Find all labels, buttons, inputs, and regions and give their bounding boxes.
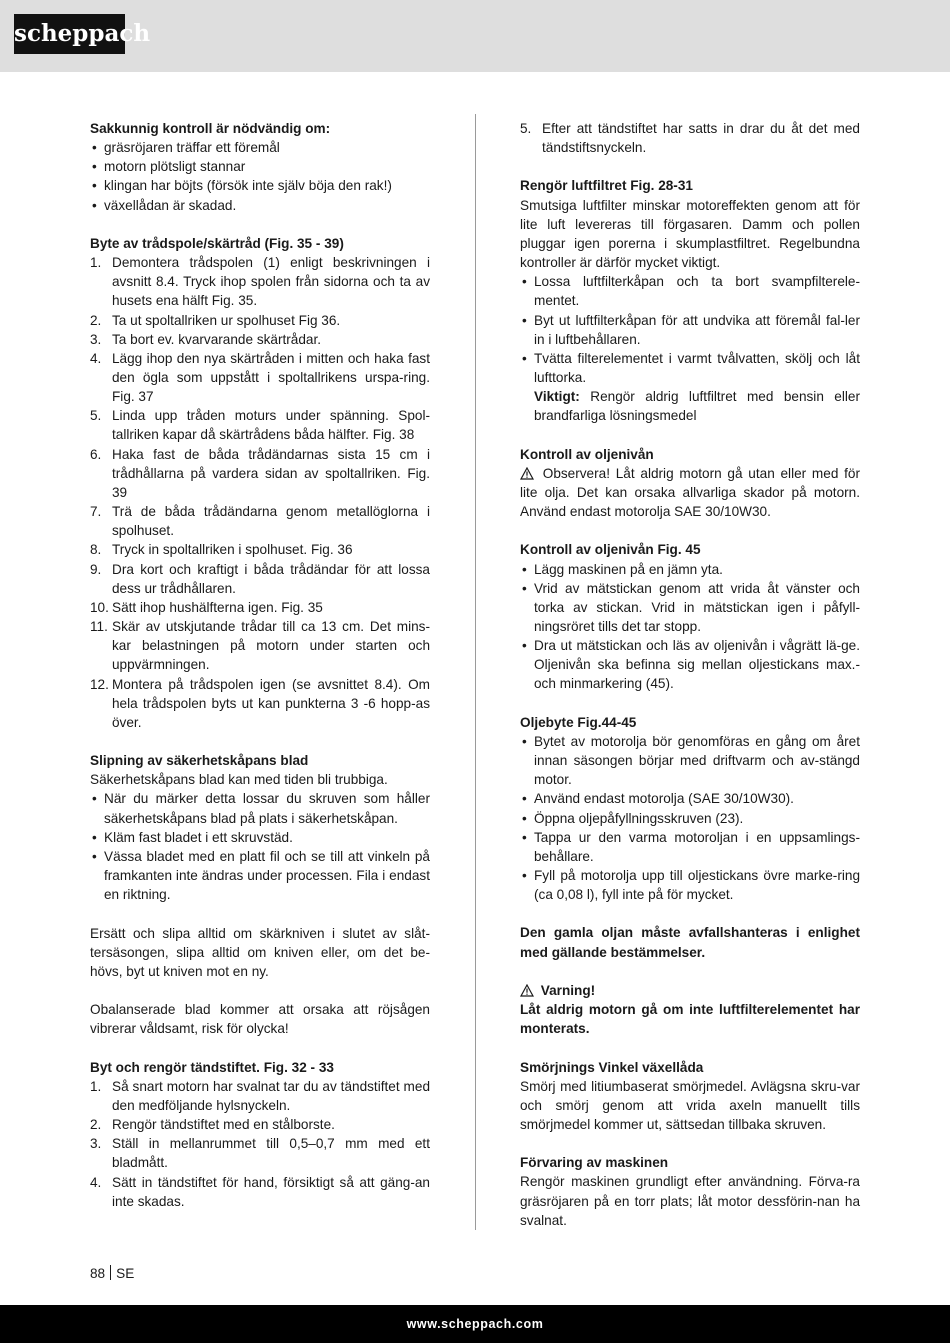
list-item: 3. Ställ in mellanrummet till 0,5–0,7 mm med ett bladmått.	[90, 1136, 430, 1171]
warning-icon	[520, 984, 534, 997]
list-item: 7. Trä de båda trådändarna genom metallöglorna i spolhuset.	[90, 504, 430, 539]
footer-url: www.scheppach.com	[406, 1317, 544, 1331]
list-item: • Dra ut mätstickan och läs av oljenivån i vågrätt lä-ge. Oljenivån ska befinna sig mellan oljestickans max.- och minmarkering (45).	[522, 638, 860, 692]
section-heading: Oljebyte Fig.44-45	[520, 714, 637, 730]
left-column	[90, 119, 430, 1211]
list-item: • klingan har böjts (försök inte själv böja den rak!)	[92, 178, 392, 194]
note: Viktigt: Rengör aldrig luftfiltret med bensin eller brandfarliga lösningsmedel	[534, 389, 860, 424]
list-item: 4. Lägg ihop den nya skärtråden i mitten och haka fast den ögla som uppstått i spoltallrikens urspa-ring. Fig. 37	[90, 350, 430, 405]
list-item: 2. Rengör tändstiftet med en stålborste.	[90, 1117, 335, 1133]
section-heading: Kontroll av oljenivån Fig. 45	[520, 542, 701, 558]
list-item: 4. Sätt in tändstiftet för hand, försiktigt så att gäng-an inte skadas.	[90, 1174, 430, 1209]
list-item: • Tvätta filterelementet i varmt tvålvatten, skölj och låt lufttorka.	[522, 350, 860, 386]
section-heading: Byt och rengör tändstiftet. Fig. 32 - 33	[90, 1059, 334, 1075]
list-item: • Kläm fast bladet i ett skruvstäd.	[92, 829, 293, 845]
paragraph: Smörj med litiumbaserat smörjmedel. Avlägsna skru-var och smörj genom att vrida axeln manuellt tills smörjmedel kommer ut, sättsedan tillbaka skruven.	[520, 1078, 860, 1133]
list-item: 3. Ta bort ev. kvarvarande skärtrådar.	[90, 331, 322, 347]
section-heading: Sakkunnig kontroll är nödvändig om:	[90, 121, 331, 136]
list-item: 11. Skär av utskjutande trådar till ca 13 cm. Det mins-kar belastningen på motorn under starten och uppvärmningen.	[90, 619, 430, 673]
disposal-notice: Den gamla oljan måste avfallshanteras i enlighet med gällande bestämmelser.	[520, 925, 860, 960]
list-item: 9. Dra kort och kraftigt i båda trådändar för att lossa dess ur trådhållaren.	[90, 561, 430, 596]
brand-logo: scheppach	[14, 14, 125, 54]
warning-title: Varning!	[520, 981, 860, 1000]
list-item: • Byt ut luftfilterkåpan för att undvika att föremål fal-ler in i luftbehållaren.	[522, 312, 860, 347]
list-item: 10. Sätt ihop hushälfterna igen. Fig. 35	[90, 599, 323, 615]
list-item: • motorn plötsligt stannar	[92, 159, 246, 175]
section-heading: Slipning av säkerhetskåpans blad	[90, 753, 309, 769]
list-item: 12. Montera på trådspolen igen (se avsnittet 8.4). Om hela trådspolen byts ut kan punkterna 3 -6 hopp-as över.	[90, 676, 430, 730]
list-item: • Tappa ur den varma motoroljan i en uppsamlings-behållare.	[522, 829, 860, 864]
list-item: • Lägg maskinen på en jämn yta.	[522, 561, 723, 577]
section-heading: Byte av trådspole/skärtråd (Fig. 35 - 39)	[90, 235, 344, 251]
list-item: • Öppna oljepåfyllningsskruven (23).	[522, 810, 744, 826]
paragraph: Säkerhetskåpans blad kan med tiden bli trubbiga.	[90, 772, 388, 788]
list-item: • När du märker detta lossar du skruven som håller säkerhetskåpans blad på plats i säkerhetskåpan.	[92, 791, 430, 826]
paragraph: Rengör maskinen grundligt efter användning. Förva-ra gräsröjaren på en torr plats; låt motor dessförin-nan ha svalnat.	[520, 1174, 860, 1228]
list-item: 1. Demontera trådspolen (1) enligt beskrivningen i avsnitt 8.4. Tryck ihop spolen från sidorna och ta av husets ena hälft Fig. 35.	[90, 255, 430, 309]
list-item: 2. Ta ut spoltallriken ur spolhuset Fig 36.	[90, 312, 341, 328]
section-heading: Förvaring av maskinen	[520, 1155, 669, 1171]
page-number: 88 SE	[90, 1266, 135, 1281]
list-item: • växellådan är skadad.	[92, 197, 237, 213]
warning-icon	[520, 467, 534, 480]
list-item: 5. Efter att tändstiftet har satts in drar du åt det med tändstiftsnyckeln.	[520, 121, 860, 156]
right-column	[520, 119, 860, 1230]
list-item: • Fyll på motorolja upp till oljestickans övre marke-ring (ca 0,08 l), fyll inte på för mycket.	[522, 868, 860, 903]
paragraph: Observera! Låt aldrig motorn gå utan eller med för lite olja. Det kan orsaka allvarliga skador på motorn. Använd endast motorolja SAE 30/10W30.	[520, 465, 860, 520]
list-item: • Använd endast motorolja (SAE 30/10W30).	[522, 791, 794, 807]
paragraph: Ersätt och slipa alltid om skärkniven i slutet av slåt-tersäsongen, slipa alltid om kniven eller, om det be-hövs, byt ut kniven mot en ny.	[90, 925, 430, 979]
list-item: • gräsröjaren träffar ett föremål	[92, 140, 280, 156]
warning-text: Låt aldrig motorn gå om inte luftfilterelementet har monterats.	[520, 1002, 860, 1037]
list-item: • Vrid av mätstickan genom att vrida åt vänster och torka av stickan. Vrid in mätstickan igen i påfyll-ningsröret tills det tar stopp.	[522, 580, 860, 635]
section-heading: Rengör luftfiltret Fig. 28-31	[520, 178, 693, 194]
list-item: 8. Tryck in spoltallriken i spolhuset. Fig. 36	[90, 542, 353, 558]
list-item: • Bytet av motorolja bör genomföras en gång om året innan säsongen börjar med driftvarm och av-stängd motor.	[522, 733, 860, 788]
paragraph: Obalanserade blad kommer att orsaka att röjsågen vibrerar våldsamt, risk för olycka!	[90, 1002, 430, 1037]
section-heading: Kontroll av oljenivån	[520, 446, 654, 462]
column-divider	[475, 114, 476, 1230]
list-item: • Vässa bladet med en platt fil och se till att vinkeln på framkanten inte ändras under processen. Fila i endast en riktning.	[92, 848, 430, 903]
list-item: • Lossa luftfilterkåpan och ta bort svampfilterele-mentet.	[522, 274, 860, 309]
paragraph: Smutsiga luftfilter minskar motoreffekten genom att för lite luft levereras till förgasaren. Damm och pollen pluggar igen porerna i skumplastfiltret. Regelbundna kontroller är därför mycket viktigt.	[520, 197, 860, 271]
list-item: 5. Linda upp tråden moturs under spänning. Spol-tallriken kapar då skärtrådens båda hälfter. Fig. 38	[90, 408, 430, 443]
list-item: 6. Haka fast de båda trådändarnas sista 15 cm i trådhållarna på vardera sidan av spoltallriken. Fig. 39	[90, 446, 430, 500]
section-heading: Smörjnings Vinkel växellåda	[520, 1059, 704, 1075]
list-item: 1. Så snart motorn har svalnat tar du av tändstiftet med den medföljande hylsnyckeln.	[90, 1078, 430, 1113]
